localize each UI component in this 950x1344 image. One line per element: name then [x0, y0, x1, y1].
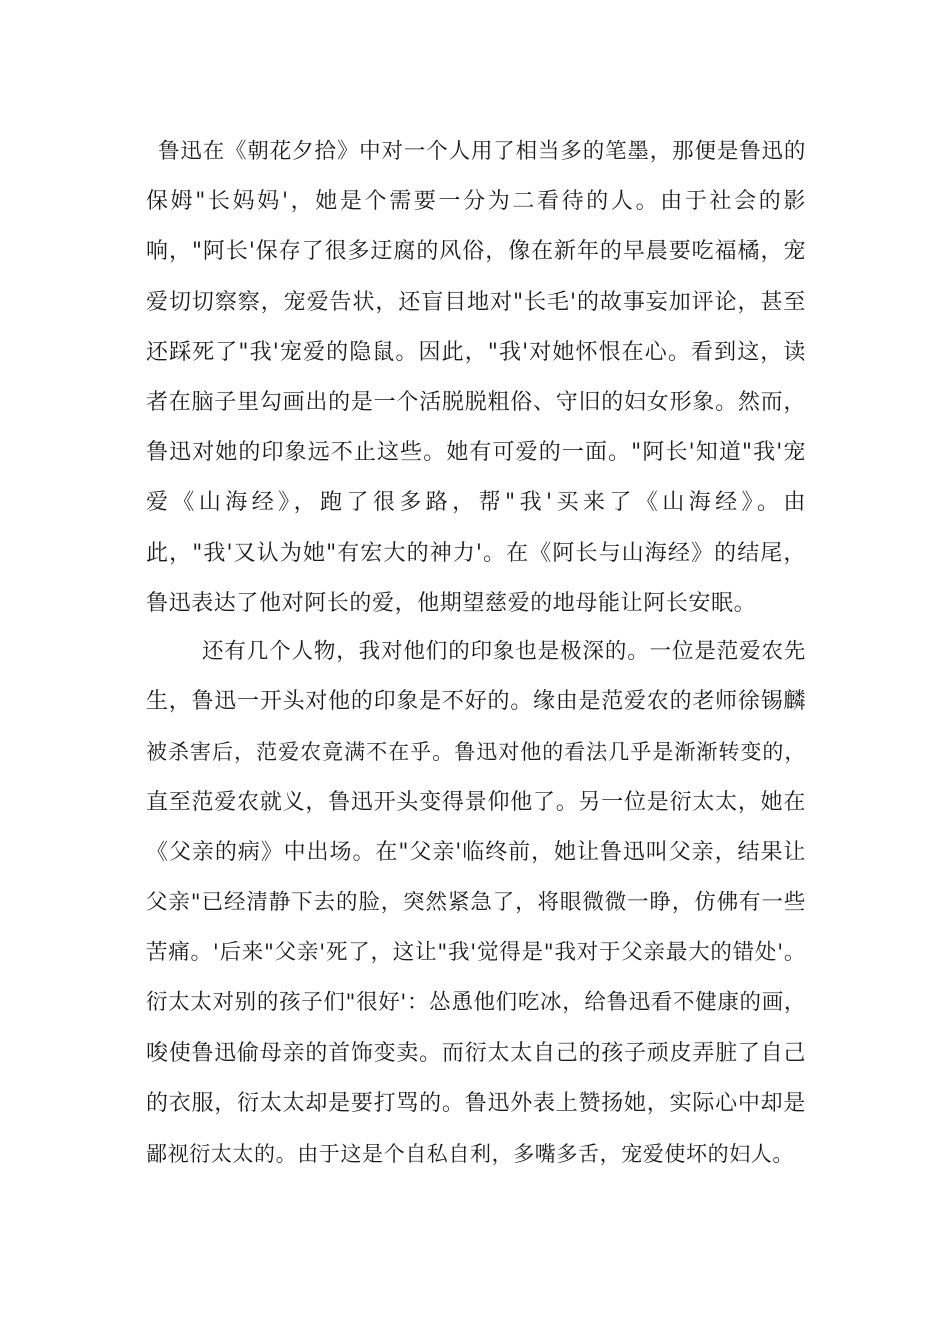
text-line: 父亲"已经清静下去的脸，突然紧急了，将眼微微一睁，仿佛有一些: [146, 889, 806, 915]
text-line: 唆使鲁迅偷母亲的首饰变卖。而衍太太自己的孩子顽皮弄脏了自己: [146, 1040, 806, 1066]
text-line: 者在脑子里勾画出的是一个活脱脱粗俗、守旧的妇女形象。然而，: [146, 389, 806, 415]
text-line: 鲁迅对她的印象远不止这些。她有可爱的一面。"阿长'知道"我'宠: [146, 440, 806, 466]
text-line: 还有几个人物，我对他们的印象也是极深的。一位是范爱农先: [202, 639, 806, 664]
text-line: 保姆"长妈妈'，她是个需要一分为二看待的人。由于社会的影: [146, 189, 806, 215]
text-line: 苦痛。'后来"父亲'死了，这让"我'觉得是"我对于父亲最大的错处'。: [146, 940, 806, 966]
text-line: 此，"我'又认为她"有宏大的神力'。在《阿长与山海经》的结尾，: [146, 540, 806, 566]
paragraph-2: [146, 627, 806, 1179]
text-line: 衍太太对别的孩子们"很好'：怂恿他们吃冰，给鲁迅看不健康的画，: [146, 990, 806, 1016]
text-line: 爱切切察察，宠爱告状，还盲目地对"长毛'的故事妄加评论，甚至: [146, 289, 806, 315]
text-line: 鲁迅在《朝花夕拾》中对一个人用了相当多的笔墨，那便是鲁迅的: [158, 139, 806, 164]
text-line: 《父亲的病》中出场。在"父亲'临终前，她让鲁迅叫父亲，结果让: [146, 839, 806, 865]
text-line: 的衣服，衍太太却是要打骂的。鲁迅外表上赞扬她，实际心中却是: [146, 1090, 806, 1116]
text-line: 被杀害后，范爱农竟满不在乎。鲁迅对他的看法几乎是渐渐转变的，: [146, 740, 806, 765]
text-line: 生，鲁迅一开头对他的印象是不好的。缘由是范爱农的老师徐锡麟: [146, 689, 806, 715]
text-line: 还踩死了"我'宠爱的隐鼠。因此，"我'对她怀恨在心。看到这，读: [146, 339, 806, 365]
text-line: 响，"阿长'保存了很多迂腐的风俗，像在新年的早晨要吃福橘，宠: [146, 239, 806, 265]
text-line: 爱《山海经》，跑了很多路，帮"我'买来了《山海经》。由: [146, 490, 806, 516]
text-line: 鄙视衍太太的。由于这是个自私自利，多嘴多舌，宠爱使坏的妇人。: [146, 1141, 794, 1166]
paragraph-1: [146, 127, 806, 629]
text-line: 鲁迅表达了他对阿长的爱，他期望慈爱的地母能让阿长安眠。: [146, 590, 757, 616]
text-line: 直至范爱农就义，鲁迅开头变得景仰他了。另一位是衍太太，她在: [146, 789, 806, 815]
